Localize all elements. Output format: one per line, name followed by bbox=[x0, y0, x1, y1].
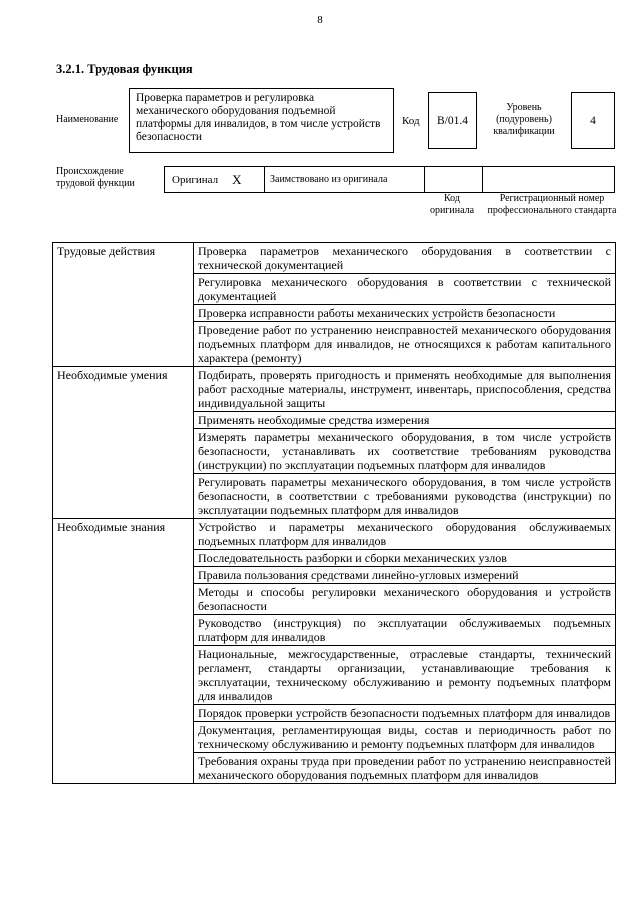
table-row bbox=[53, 519, 616, 550]
origin-grid bbox=[164, 166, 615, 193]
table-row bbox=[53, 243, 616, 274]
category-cell: Необходимые знания bbox=[53, 519, 194, 784]
origin-original-cell bbox=[164, 166, 265, 193]
item-cell: Методы и способы регулировки механического оборудования и устройств безопасности bbox=[194, 584, 616, 615]
item-cell: Регулировка механического оборудования в соответствии с технической документацией bbox=[194, 274, 616, 305]
item-cell: Документация, регламентирующая виды, состав и периодичность работ по техническому обслуживанию и ремонту подъемных платформ для инвалидов bbox=[194, 722, 616, 753]
item-cell: Требования охраны труда при проведении работ по устранению неисправностей механического оборудования подъемных платформ для инвалидов bbox=[194, 753, 616, 784]
qualification-level-box: 4 bbox=[571, 92, 615, 149]
category-cell: Трудовые действия bbox=[53, 243, 194, 367]
function-details-body bbox=[53, 243, 616, 784]
function-code-box: B/01.4 bbox=[428, 92, 477, 149]
page-number: 8 bbox=[317, 14, 323, 26]
item-cell: Измерять параметры механического оборудования, в том числе устройств безопасности, устанавливать их соответствие требованиям руководства (инструкции) по эксплуатации подъемных платформ для инвалидов bbox=[194, 429, 616, 474]
category-cell: Необходимые умения bbox=[53, 367, 194, 519]
original-mark: X bbox=[232, 171, 242, 187]
table-row bbox=[53, 367, 616, 412]
item-cell: Подбирать, проверять пригодность и применять необходимые для выполнения работ расходные материалы, инструмент, инвентарь, приспособления, средства индивидуальной защиты bbox=[194, 367, 616, 412]
origin-label: Происхождение трудовой функции bbox=[56, 166, 135, 189]
item-cell: Руководство (инструкция) по эксплуатации обслуживаемых подъемных платформ для инвалидов bbox=[194, 615, 616, 646]
code-label: Код bbox=[402, 115, 420, 127]
item-cell: Применять необходимые средства измерения bbox=[194, 412, 616, 429]
section-heading: 3.2.1. Трудовая функция bbox=[56, 62, 193, 76]
item-cell: Правила пользования средствами линейно-угловых измерений bbox=[194, 567, 616, 584]
item-cell: Проведение работ по устранению неисправностей механического оборудования подъемных платформ для инвалидов, не относящихся к работам капитального характера (ремонту) bbox=[194, 322, 616, 367]
item-cell: Регулировать параметры механического оборудования, в том числе устройств безопасности, в соответствии с требованиями руководства (инструкции) по эксплуатации подъемных платформ для инвалидов bbox=[194, 474, 616, 519]
item-cell: Национальные, межгосударственные, отраслевые стандарты, технический регламент, стандарты организации, устанавливающие требования к эксплуатации, техническому обслуживанию и ремонту подъемных платформ для инвалидов bbox=[194, 646, 616, 705]
code-original-caption: Код оригинала bbox=[429, 193, 475, 216]
borrowed-label: Заимствовано из оригинала bbox=[270, 174, 388, 185]
item-cell: Устройство и параметры механического оборудования обслуживаемых подъемных платформ для инвалидов bbox=[194, 519, 616, 550]
item-cell: Последовательность разборки и сборки механических узлов bbox=[194, 550, 616, 567]
origin-borrowed-cell bbox=[265, 166, 425, 193]
origin-reg-number-cell bbox=[483, 166, 615, 193]
reg-number-caption: Регистрационный номер профессионального стандарта bbox=[487, 193, 617, 216]
function-details-table bbox=[52, 242, 616, 784]
item-cell: Порядок проверки устройств безопасности подъемных платформ для инвалидов bbox=[194, 705, 616, 722]
item-cell: Проверка исправности работы механических устройств безопасности bbox=[194, 305, 616, 322]
item-cell: Проверка параметров механического оборудования в соответствии с технической документацией bbox=[194, 243, 616, 274]
function-name-box: Проверка параметров и регулировка механического оборудования подъемной платформы для инвалидов, в том числе устройств безопасности bbox=[129, 88, 394, 153]
qualification-level-label: Уровень (подуровень) квалификации bbox=[493, 102, 555, 137]
name-label: Наименование bbox=[56, 114, 119, 125]
original-label: Оригинал bbox=[172, 173, 219, 186]
origin-code-cell bbox=[425, 166, 483, 193]
